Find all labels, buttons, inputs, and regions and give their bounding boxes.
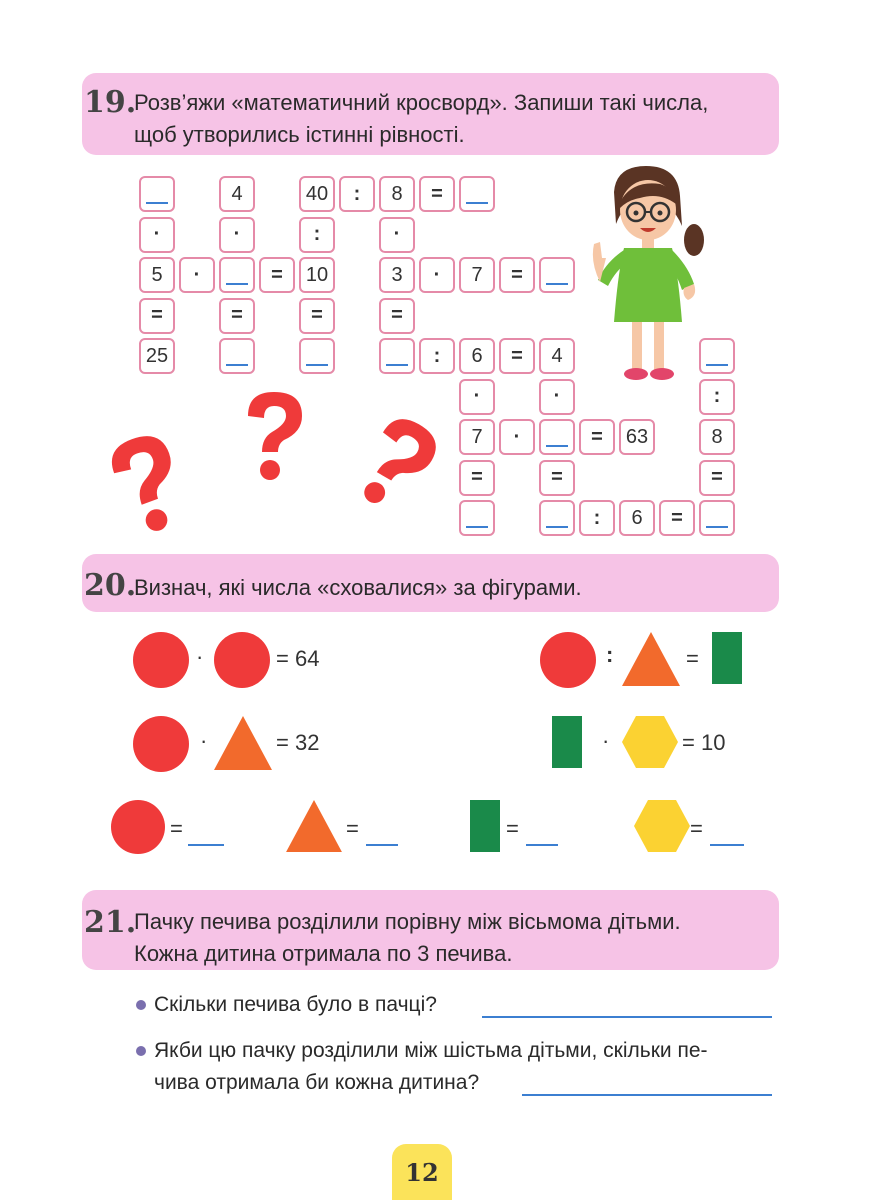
question-2-answer-line[interactable] bbox=[522, 1094, 772, 1096]
task-20-number: 20. bbox=[84, 568, 137, 603]
crossword-cell: 25 bbox=[139, 338, 175, 374]
crossword-cell: 63 bbox=[619, 419, 655, 455]
crossword-cell: 6 bbox=[459, 338, 495, 374]
page-number: 12 bbox=[392, 1144, 452, 1200]
equation-1-result: = 64 bbox=[276, 646, 320, 671]
girl-illustration bbox=[586, 162, 708, 384]
equation-2-result: = 32 bbox=[276, 730, 320, 755]
yellow-hexagon-shape bbox=[622, 714, 678, 770]
circle-answer-line[interactable] bbox=[188, 844, 224, 846]
crossword-cell: · bbox=[219, 217, 255, 253]
crossword-answer-cell[interactable] bbox=[219, 338, 255, 374]
task-21-text-line1: Пачку печива розділили порівну між вісьмома дітьми. bbox=[134, 909, 681, 934]
multiply-sign: · bbox=[602, 728, 610, 753]
crossword-cell: 7 bbox=[459, 257, 495, 293]
red-circle-shape bbox=[540, 632, 596, 688]
red-circle-shape bbox=[111, 800, 165, 854]
crossword-cell: = bbox=[499, 257, 535, 293]
crossword-cell: · bbox=[379, 217, 415, 253]
task-19-number: 19. bbox=[84, 85, 137, 120]
orange-triangle-shape bbox=[286, 800, 342, 852]
equals-sign: = bbox=[690, 816, 703, 841]
crossword-cell: · bbox=[499, 419, 535, 455]
crossword-cell: 4 bbox=[219, 176, 255, 212]
task-19-text-line2: щоб утворились істинні рівності. bbox=[134, 122, 465, 147]
crossword-cell: · bbox=[419, 257, 455, 293]
crossword-cell: = bbox=[659, 500, 695, 536]
equals-sign: = bbox=[506, 816, 519, 841]
crossword-cell: 7 bbox=[459, 419, 495, 455]
crossword-cell: : bbox=[299, 217, 335, 253]
crossword-cell: 8 bbox=[379, 176, 415, 212]
crossword-cell: = bbox=[139, 298, 175, 334]
question-bullet bbox=[136, 1046, 146, 1056]
red-circle-shape bbox=[133, 716, 189, 772]
equation-4-result: = 10 bbox=[682, 730, 726, 755]
crossword-answer-cell[interactable] bbox=[699, 500, 735, 536]
crossword-answer-cell[interactable] bbox=[139, 176, 175, 212]
divide-sign: : bbox=[606, 642, 614, 667]
task-20-text: Визнач, які числа «сховалися» за фігурами. bbox=[134, 575, 582, 600]
crossword-cell: = bbox=[299, 298, 335, 334]
crossword-cell: : bbox=[339, 176, 375, 212]
orange-triangle-shape bbox=[622, 632, 680, 686]
multiply-sign: · bbox=[200, 728, 208, 753]
crossword-cell: · bbox=[459, 379, 495, 415]
crossword-cell: · bbox=[139, 217, 175, 253]
crossword-answer-cell[interactable] bbox=[459, 500, 495, 536]
question-2-text-line1: Якби цю пачку розділили між шістьма дітьми, скільки пе- bbox=[154, 1039, 708, 1062]
crossword-answer-cell[interactable] bbox=[219, 257, 255, 293]
crossword-cell: = bbox=[539, 460, 575, 496]
crossword-cell: 6 bbox=[619, 500, 655, 536]
crossword-cell: = bbox=[259, 257, 295, 293]
triangle-answer-line[interactable] bbox=[366, 844, 398, 846]
orange-triangle-shape bbox=[214, 716, 272, 770]
crossword-cell: : bbox=[419, 338, 455, 374]
crossword-cell: = bbox=[499, 338, 535, 374]
crossword-cell: : bbox=[699, 379, 735, 415]
crossword-cell: 10 bbox=[299, 257, 335, 293]
crossword-cell: 5 bbox=[139, 257, 175, 293]
crossword-answer-cell[interactable] bbox=[539, 257, 575, 293]
crossword-cell: : bbox=[579, 500, 615, 536]
question-1-text: Скільки печива було в пачці? bbox=[154, 993, 437, 1016]
crossword-cell: = bbox=[379, 298, 415, 334]
crossword-answer-cell[interactable] bbox=[299, 338, 335, 374]
equals-sign: = bbox=[346, 816, 359, 841]
green-rectangle-shape bbox=[470, 800, 500, 852]
yellow-hexagon-shape bbox=[634, 798, 690, 854]
crossword-cell: = bbox=[459, 460, 495, 496]
crossword-cell: = bbox=[579, 419, 615, 455]
crossword-cell: 8 bbox=[699, 419, 735, 455]
crossword-answer-cell[interactable] bbox=[379, 338, 415, 374]
crossword-cell: 4 bbox=[539, 338, 575, 374]
task-19-text-line1: Розв’яжи «математичний кросворд». Запиши такі числа, bbox=[134, 90, 709, 115]
red-circle-shape bbox=[214, 632, 270, 688]
rectangle-answer-line[interactable] bbox=[526, 844, 558, 846]
crossword-cell: = bbox=[699, 460, 735, 496]
green-rectangle-shape bbox=[552, 716, 582, 768]
crossword-cell: 40 bbox=[299, 176, 335, 212]
green-rectangle-shape bbox=[712, 632, 742, 684]
equals-sign: = bbox=[170, 816, 183, 841]
crossword-answer-cell[interactable] bbox=[459, 176, 495, 212]
crossword-cell: = bbox=[419, 176, 455, 212]
crossword-cell: · bbox=[539, 379, 575, 415]
crossword-cell: = bbox=[219, 298, 255, 334]
crossword-cell: · bbox=[179, 257, 215, 293]
multiply-sign: · bbox=[196, 644, 204, 669]
question-bullet bbox=[136, 1000, 146, 1010]
question-2-text-line2: чива отримала би кожна дитина? bbox=[154, 1071, 480, 1094]
crossword-answer-cell[interactable] bbox=[539, 419, 575, 455]
task-21-text-line2: Кожна дитина отримала по 3 печива. bbox=[134, 941, 513, 966]
task-21-number: 21. bbox=[84, 905, 137, 940]
hexagon-answer-line[interactable] bbox=[710, 844, 744, 846]
question-mark-icon bbox=[238, 388, 310, 484]
crossword-cell: 3 bbox=[379, 257, 415, 293]
crossword-answer-cell[interactable] bbox=[539, 500, 575, 536]
question-1-answer-line[interactable] bbox=[482, 1016, 772, 1018]
equals-sign: = bbox=[686, 646, 699, 671]
red-circle-shape bbox=[133, 632, 189, 688]
